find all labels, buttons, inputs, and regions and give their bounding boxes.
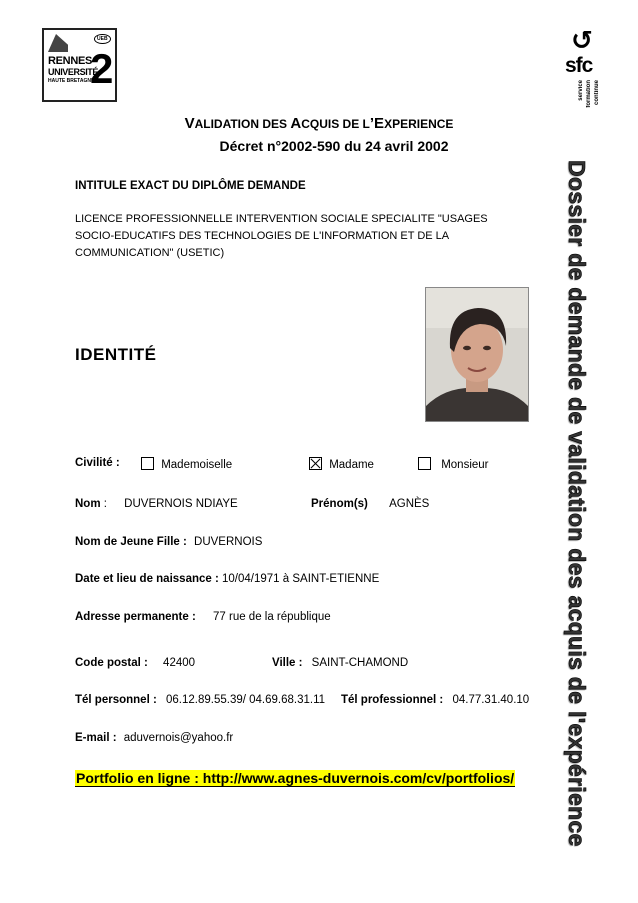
ueb-badge: UEB (94, 34, 111, 44)
cp-value: 42400 (163, 657, 196, 669)
identity-heading: IDENTITÉ (75, 345, 157, 364)
tel-pro-row: Tél professionnel : 04.77.31.40.10 (341, 694, 530, 706)
naissance-value: 10/04/1971 à SAINT-ETIENNE (222, 573, 380, 585)
sfc-tag-continue: continue (594, 80, 600, 105)
identity-photo (425, 287, 529, 422)
checkbox-madame[interactable] (309, 457, 322, 470)
page-title: VALIDATION DES ACQUIS DE L’EXPERIENCE (184, 115, 454, 132)
logo-mark-icon (48, 34, 68, 52)
portfolio-link[interactable]: Portfolio en ligne : http://www.agnes-duvernois.com/cv/portfolios/ (76, 770, 515, 786)
prenom-value: AGNÈS (389, 498, 430, 510)
civilite-row (75, 457, 120, 469)
ville-row: Ville : SAINT-CHAMOND (272, 657, 409, 669)
tel-pro-value: 04.77.31.40.10 (452, 694, 530, 706)
sfc-arrow-icon: ↺ (571, 26, 593, 56)
checkbox-mademoiselle[interactable] (141, 457, 154, 470)
diploma-text: LICENCE PROFESSIONNELLE INTERVENTION SOCIALE SPECIALITE "USAGES SOCIO-EDUCATIFS DES TECHNOLOGIES DE L'INFORMATION ET DE LA COMMUNICATION" (USETIC) (75, 213, 488, 259)
logo-number: 2 (90, 45, 114, 92)
logo-text-haute-bretagne: HAUTE BRETAGNE (48, 78, 95, 84)
sfc-tag-formation: formation (586, 80, 592, 108)
logo-text-universite: UNIVERSITÉ (48, 67, 99, 77)
option-monsieur[interactable]: Monsieur (418, 457, 489, 471)
sfc-word: sfc (565, 54, 593, 77)
email-value[interactable]: aduvernois@yahoo.fr (123, 732, 234, 744)
decret-subtitle: Décret n°2002-590 du 24 avril 2002 (219, 138, 449, 154)
checkbox-monsieur[interactable] (418, 457, 431, 470)
sfc-tag-service: service (578, 80, 584, 101)
diploma-heading: INTITULE EXACT DU DIPLÔME DEMANDE (75, 180, 306, 192)
option-madame[interactable]: Madame (309, 457, 374, 471)
civilite-label: Civilité : (75, 457, 120, 469)
jeune-fille-value: DUVERNOIS (194, 536, 263, 548)
nom-row: Nom : DUVERNOIS NDIAYE (75, 498, 238, 510)
prenom-row: Prénom(s) AGNÈS (311, 498, 430, 510)
naissance-row: Date et lieu de naissance : 10/04/1971 à SAINT-ETIENNE (75, 573, 380, 585)
tel-perso-row: Tél personnel : 06.12.89.55.39/ 04.69.68.31.11 (75, 694, 326, 706)
tel-perso-value: 06.12.89.55.39/ 04.69.68.31.11 (166, 694, 326, 706)
adresse-row: Adresse permanente : 77 rue de la république (75, 611, 331, 623)
adresse-value: 77 rue de la république (213, 611, 331, 623)
ville-value: SAINT-CHAMOND (311, 657, 409, 669)
sfc-logo (563, 28, 609, 123)
nom-value: DUVERNOIS NDIAYE (124, 498, 238, 510)
email-row: E-mail : aduvernois@yahoo.fr (75, 732, 234, 744)
option-mademoiselle[interactable]: Mademoiselle (141, 457, 232, 471)
logo-text-rennes: RENNES (48, 55, 93, 67)
jeune-fille-row: Nom de Jeune Fille : DUVERNOIS (75, 536, 263, 548)
cp-row: Code postal : 42400 (75, 657, 196, 669)
side-title: Dossier de demande de validation des acquis de l'expérience (564, 160, 590, 847)
rennes2-logo (42, 28, 117, 102)
